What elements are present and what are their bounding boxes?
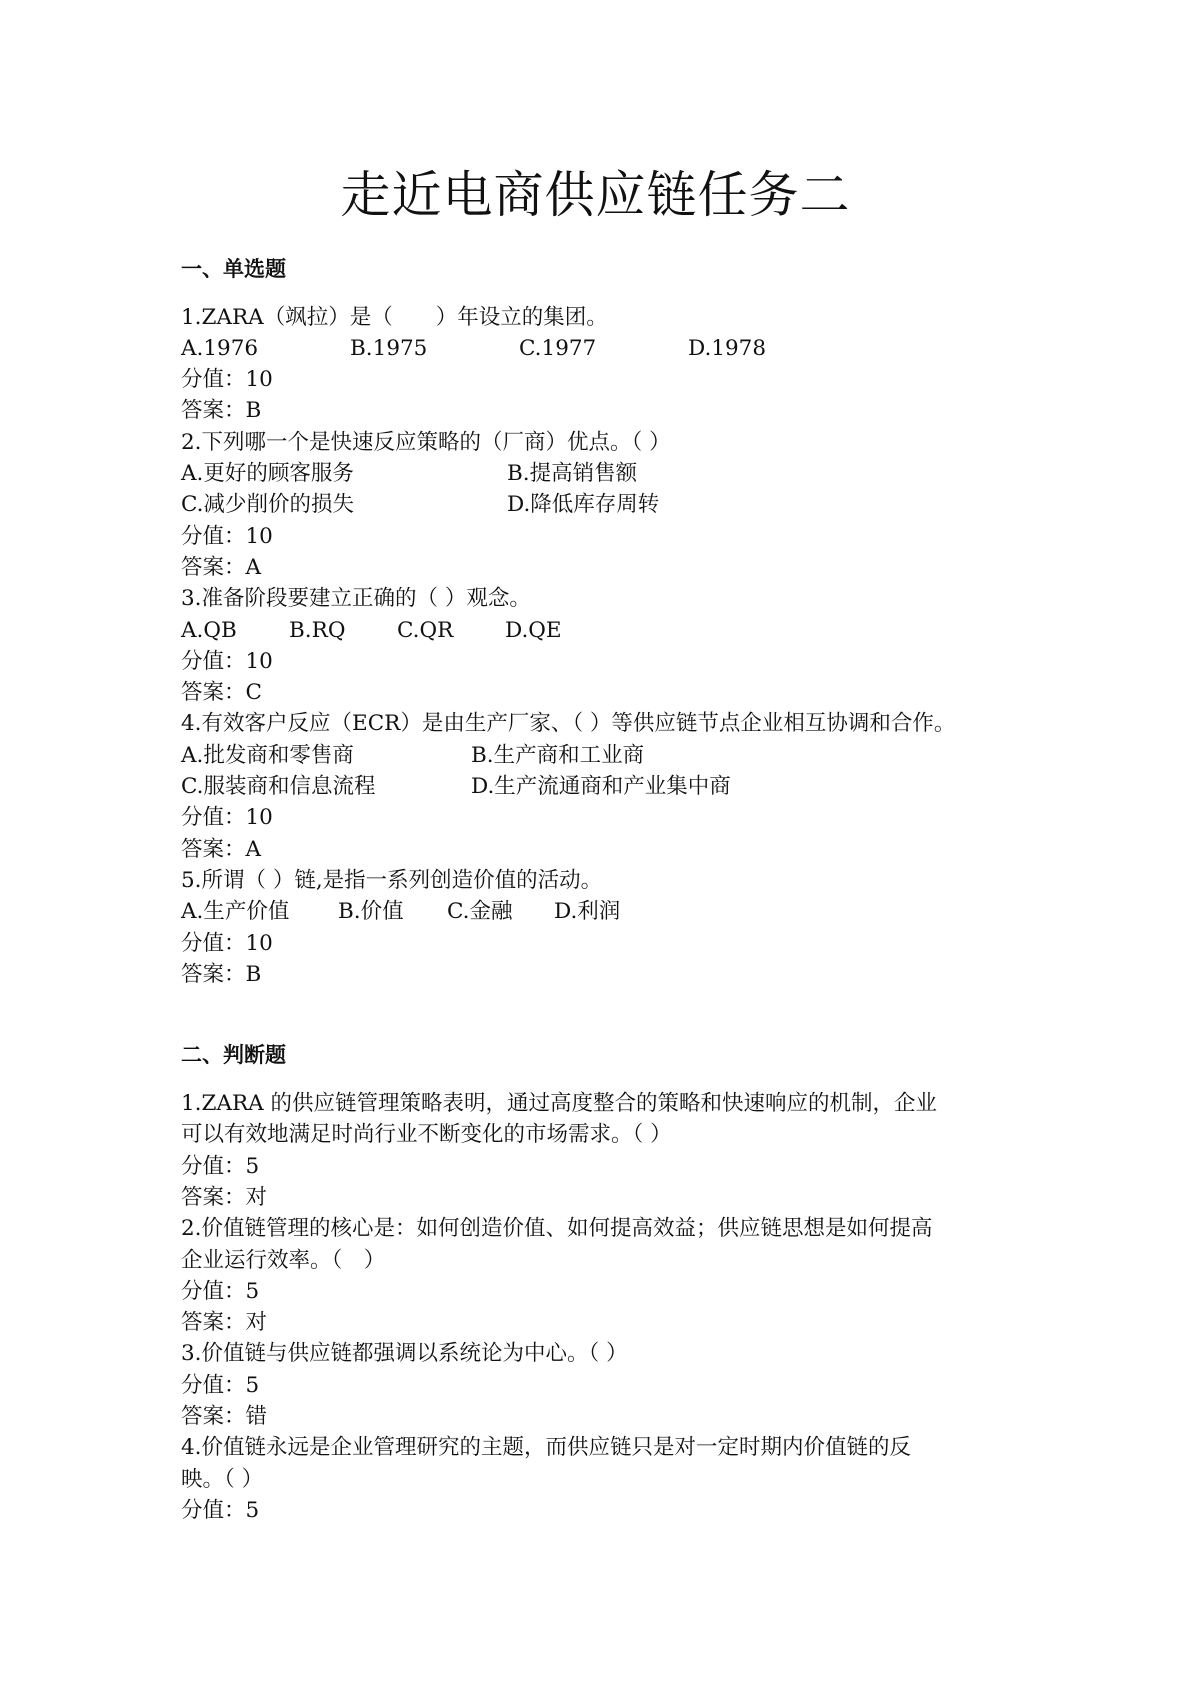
option-d: D.降低库存周转 xyxy=(507,492,660,517)
question-stem-line: 映。（ ） xyxy=(181,1467,264,1492)
score-text: 分值：10 xyxy=(181,524,273,549)
option-c: C.减少削价的损失 xyxy=(181,492,355,517)
option-b: B.提高销售额 xyxy=(507,461,638,486)
option-b: B.生产商和工业商 xyxy=(471,743,645,768)
answer-text: 答案：C xyxy=(181,680,262,705)
page-title: 走近电商供应链任务二 xyxy=(340,166,851,224)
section-heading-true-false: 二、判断题 xyxy=(181,1043,286,1067)
score-text: 分值：10 xyxy=(181,931,273,956)
question-stem: 2.下列哪一个是快速反应策略的（厂商）优点。（ ） xyxy=(181,430,671,455)
option-b: B.价值 xyxy=(338,899,404,924)
option-c: C.金融 xyxy=(447,899,513,924)
option-c: C.服装商和信息流程 xyxy=(181,774,376,799)
score-text: 分值：10 xyxy=(181,367,273,392)
question-stem: 3.准备阶段要建立正确的（ ）观念。 xyxy=(181,586,531,611)
option-d: D.利润 xyxy=(554,899,621,924)
option-a: A.更好的顾客服务 xyxy=(181,461,354,486)
option-a: A.QB xyxy=(181,618,237,643)
option-c: C.QR xyxy=(397,618,454,643)
question-stem-line: 1.ZARA 的供应链管理策略表明，通过高度整合的策略和快速响应的机制，企业 xyxy=(181,1091,938,1116)
answer-text: 答案：B xyxy=(181,398,262,423)
score-text: 分值：5 xyxy=(181,1373,260,1398)
score-text: 分值：10 xyxy=(181,649,273,674)
score-text: 分值：5 xyxy=(181,1279,260,1304)
option-d: D.1978 xyxy=(688,336,767,361)
question-stem-line: 3.价值链与供应链都强调以系统论为中心。（ ） xyxy=(181,1341,628,1366)
score-text: 分值：10 xyxy=(181,805,273,830)
option-d: D.生产流通商和产业集中商 xyxy=(471,774,731,799)
answer-text: 答案：A xyxy=(181,837,262,862)
question-stem: 5.所谓（ ）链,是指一系列创造价值的活动。 xyxy=(181,868,603,893)
question-stem-line: 可以有效地满足时尚行业不断变化的市场需求。（ ） xyxy=(181,1122,672,1147)
answer-text: 答案：A xyxy=(181,555,262,580)
question-stem-line: 4.价值链永远是企业管理研究的主题，而供应链只是对一定时期内价值链的反 xyxy=(181,1435,912,1460)
option-a: A.生产价值 xyxy=(181,899,290,924)
answer-text: 答案：对 xyxy=(181,1310,268,1335)
question-stem: 4.有效客户反应（ECR）是由生产厂家、（ ）等供应链节点企业相互协调和合作。 xyxy=(181,711,956,736)
score-text: 分值：5 xyxy=(181,1498,260,1523)
option-b: B.1975 xyxy=(350,336,428,361)
option-c: C.1977 xyxy=(519,336,597,361)
option-a: A.1976 xyxy=(181,336,259,361)
score-text: 分值：5 xyxy=(181,1154,260,1179)
answer-text: 答案：对 xyxy=(181,1185,268,1210)
option-d: D.QE xyxy=(505,618,562,643)
question-stem: 1.ZARA（飒拉）是（ ）年设立的集团。 xyxy=(181,305,608,330)
option-a: A.批发商和零售商 xyxy=(181,743,354,768)
answer-text: 答案：B xyxy=(181,962,262,987)
question-stem-line: 2.价值链管理的核心是：如何创造价值、如何提高效益；供应链思想是如何提高 xyxy=(181,1216,933,1241)
question-stem-line: 企业运行效率。（ ） xyxy=(181,1248,386,1273)
section-heading-single-choice: 一、单选题 xyxy=(181,257,286,281)
option-b: B.RQ xyxy=(289,618,346,643)
answer-text: 答案：错 xyxy=(181,1404,268,1429)
